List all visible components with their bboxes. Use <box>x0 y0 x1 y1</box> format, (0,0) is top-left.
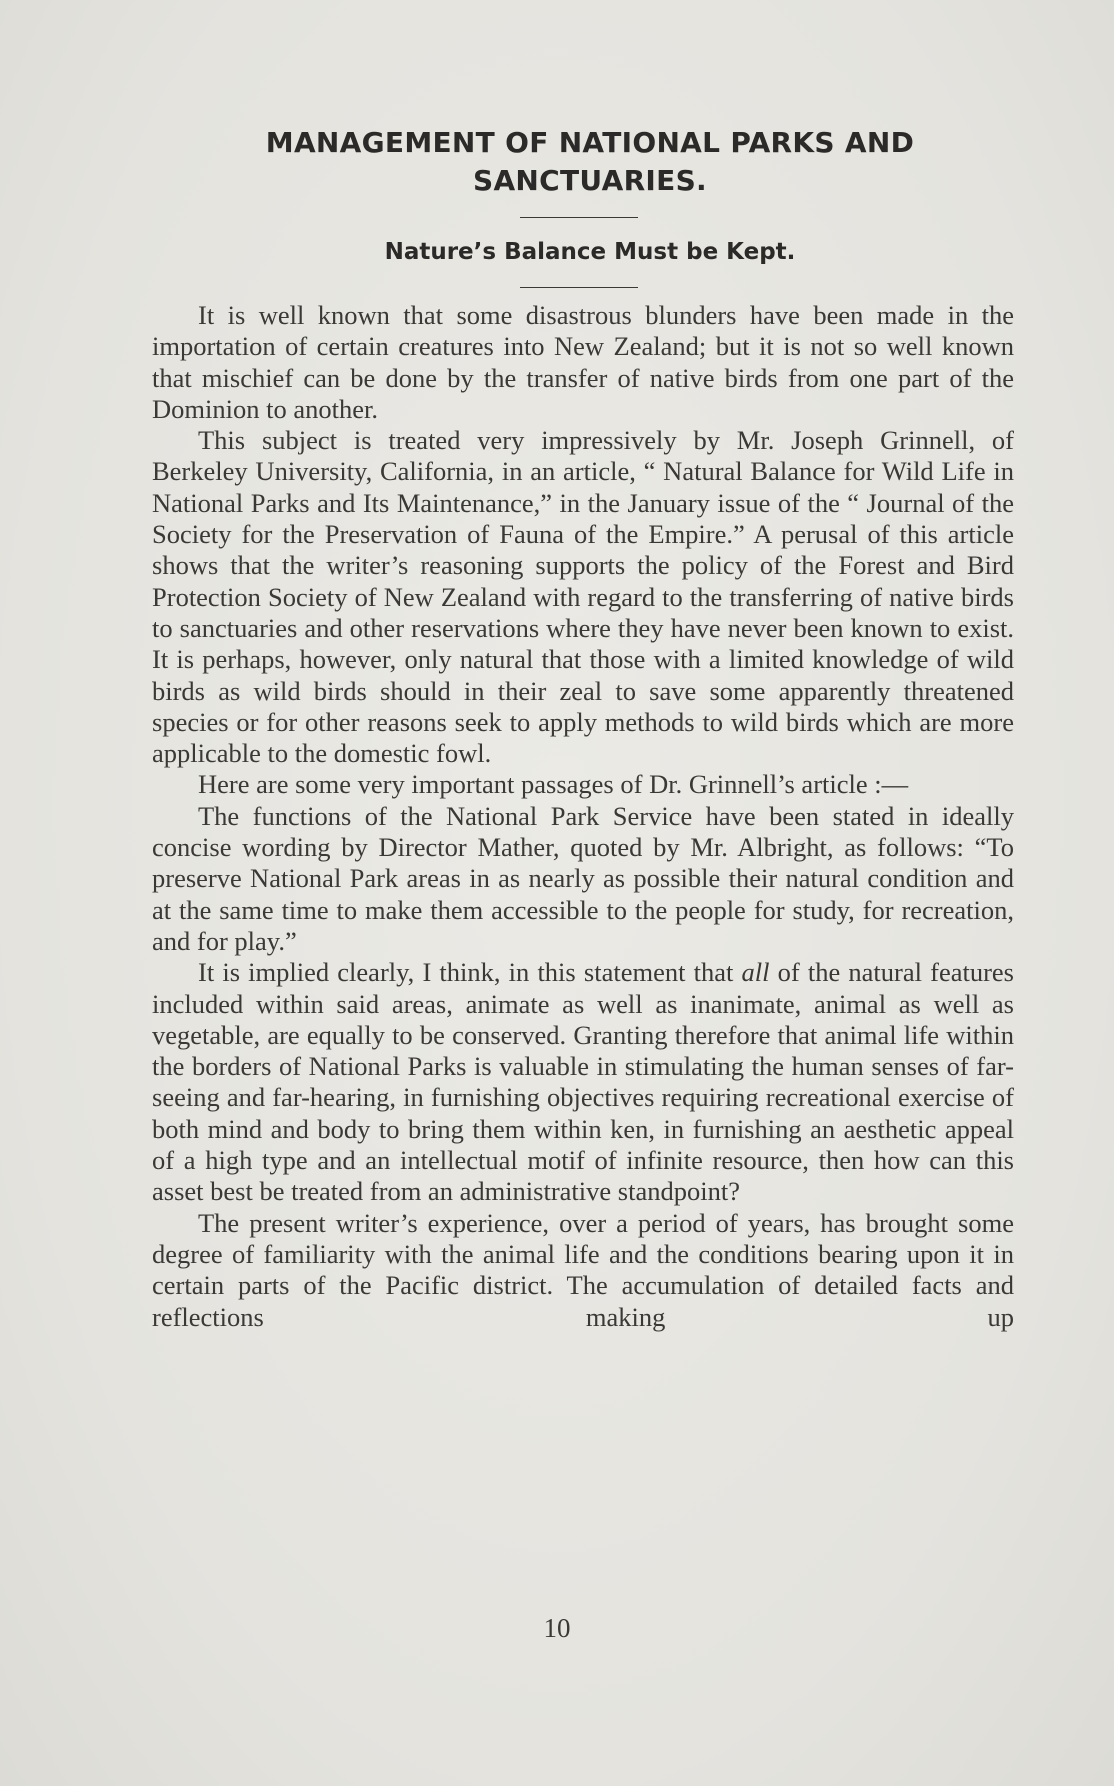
paragraph-3: Here are some very important passages of Dr. Grinnell’s article :— <box>198 769 909 800</box>
article-title: MANAGEMENT OF NATIONAL PARKS AND SANCTUARIES. <box>265 126 915 197</box>
article-body <box>152 300 1014 1333</box>
paragraph-4: The functions of the National Park Service have been stated in ideally concise wording by Director Mather, quoted by Mr. Albright, as follows: “To preserve National Park areas in as nearly as possible their natural condition and at the same time to make them accessible to the people for study, for recreation, and for play.” <box>152 800 1014 956</box>
paragraph-2: This subject is treated very impressively by Mr. Joseph Grinnell, of Berkeley University, California, in an article, “ Natural Balance for Wild Life in National Parks and Its Maintenance,” in the January issue of the “ Journal of the Society for the Preservation of Fauna of the Empire.” A perusal of this article shows that the writer’s reasoning supports the policy of the Forest and Bird Protection Society of New Zealand with regard to the transferring of native birds to sanctuaries and other reservations where they have never been known to exist. It is perhaps, however, only natural that those with a limited knowledge of wild birds as wild birds should in their zeal to save some apparently threatened species or for other reasons seek to apply methods to wild birds which are more applicable to the domestic fowl. <box>152 425 1014 769</box>
article-subtitle: Nature’s Balance Must be Kept. <box>384 239 796 265</box>
paragraph-5 <box>152 957 1014 1207</box>
subtitle-divider <box>520 287 638 288</box>
paragraph-5-italic: all <box>741 957 770 988</box>
page-number: 10 <box>543 1613 571 1643</box>
paragraph-6: The present writer’s experience, over a period of years, has brought some degree of familiarity with the animal life and the conditions bearing upon it in certain parts of the Pacific district. The accumulation of detailed facts and reflections making up <box>152 1207 1014 1332</box>
paragraph-5-end: of the natural features included within said areas, animate as well as inanimate, animal as well as vegetable, are equally to be conserved. Granting therefore that animal life within the borders of National Parks is valuable in stimulating the human senses of far-seeing and far-hearing, in furnishing objectives requiring recreational exercise of both mind and body to bring them within ken, in furnishing an aesthetic appeal of a high type and an intellectual motif of infinite resource, then how can this asset best be treated from an administrative standpoint? <box>152 957 1014 1207</box>
paragraph-5-start: It is implied clearly, I think, in this statement that <box>198 957 742 988</box>
paragraph-1: It is well known that some disastrous blunders have been made in the importation of certain creatures into New Zealand; but it is not so well known that mischief can be done by the transfer of native birds from one part of the Dominion to another. <box>152 300 1014 424</box>
title-divider <box>520 217 638 218</box>
